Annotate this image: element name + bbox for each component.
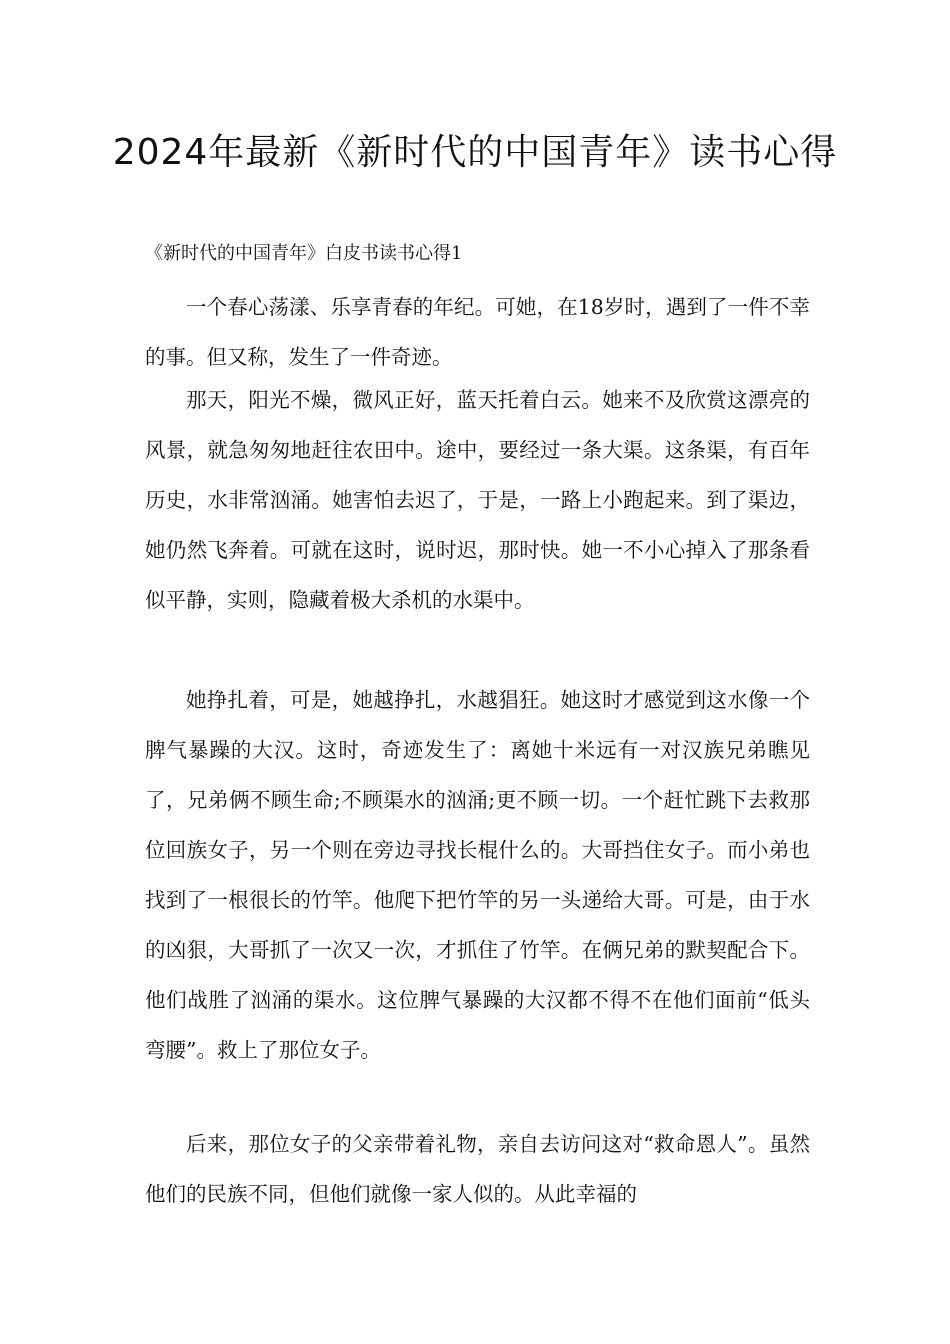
document-subtitle: 《新时代的中国青年》白皮书读书心得1 [145, 243, 463, 264]
paragraph-1: 一个春心荡漾、乐享青春的年纪。可她，在18岁时，遇到了一件不幸的事。但又称，发生了一件奇迹。 [145, 295, 810, 369]
paragraph-3: 她挣扎着，可是，她越挣扎，水越猖狂。她这时才感觉到这水像一个脾气暴躁的大汉。这时，奇迹发生了：离她十米远有一对汉族兄弟瞧见了，兄弟俩不顾生命;不顾渠水的汹涌;更不顾一切。一个赶忙跳下去救那位回族女子，另一个则在旁边寻找长棍什么的。大哥挡住女子。而小弟也找到了一根很长的竹竿。他爬下把竹竿的另一头递给大哥。可是，由于水的凶狠，大哥抓了一次又一次，才抓住了竹竿。在俩兄弟的默契配合下。他们战胜了汹涌的渠水。这位脾气暴躁的大汉都不得不在他们面前“低头弯腰”。救上了那位女子。 [145, 688, 810, 1062]
document-title: 2024年最新《新时代的中国青年》读书心得 [112, 132, 838, 173]
paragraph-2: 那天，阳光不燥，微风正好，蓝天托着白云。她来不及欣赏这漂亮的风景，就急匆匆地赶往农田中。途中，要经过一条大渠。这条渠，有百年历史，水非常汹涌。她害怕去迟了，于是，一路上小跑起来。到了渠边，她仍然飞奔着。可就在这时，说时迟，那时快。她一不小心掉入了那条看似平静，实则，隐藏着极大杀机的水渠中。 [145, 388, 810, 612]
paragraph-4: 后来，那位女子的父亲带着礼物，亲自去访问这对“救命恩人”。虽然他们的民族不同，但他们就像一家人似的。从此幸福的 [145, 1132, 810, 1206]
